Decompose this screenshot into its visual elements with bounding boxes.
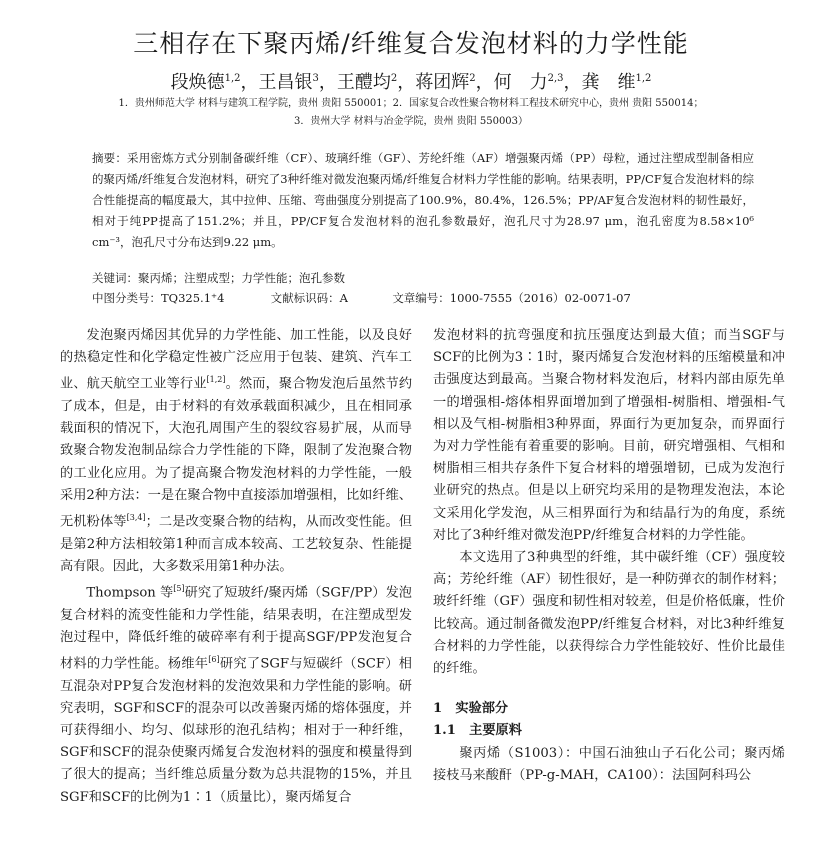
keywords: 关键词：聚丙烯；注塑成型；力学性能；泡孔参数: [92, 271, 345, 285]
author-name: 蒋团辉: [415, 72, 470, 93]
body-paragraph: Thompson 等[5]研究了短玻纤/聚丙烯（SGF/PP）发泡复合材料的流变性能和力学性能，结果表明，在注塑成型发泡过程中，降低纤维的破碎率有利于提高SGF/PP发泡复合材料的力学性能。杨维年[6]研究了SGF与短碳纤（SCF）相互混杂对PP复合发泡材料的发泡效果和力学性能的影响。研究表明，SGF和SCF的混杂可以改善聚丙烯的熔体强度，并可获得细小、均匀、似球形的泡孔结构；相对于一种纤维，SGF和SCF的混杂使聚丙烯复合发泡材料的强度和模量得到了很大的提高；当纤维总质量分数为总共混物的15%，并且SGF和SCF的比例为1∶1（质量比），聚丙烯复合: [60, 584, 412, 805]
article-number: 文章编号：1000-7555（2016）02-0071-07: [392, 291, 631, 305]
author-name: 龚 维: [581, 72, 636, 93]
affiliation-line-2: 3．贵州大学 材料与冶金学院，贵州 贵阳 550003）: [293, 116, 529, 127]
subsection-heading: 1.1 主要原料: [433, 723, 522, 739]
author-affiliation-mark: 3: [312, 73, 319, 84]
affiliation-line-1: 1．贵州师范大学 材料与建筑工程学院，贵州 贵阳 550001；2．国家复合改性聚合物材料工程技术研究中心，贵州 贵阳 550014；: [118, 98, 704, 109]
citation-mark: [6]: [208, 655, 220, 665]
author-affiliation-mark: 2,3: [547, 73, 564, 84]
body-paragraph: 发泡聚丙烯因其优异的力学性能、加工性能，以及良好的热稳定性和化学稳定性被广泛应用于包装、建筑、汽车工业、航天航空工业等行业[1,2]。然而，聚合物发泡后虽然节约了成本，但是，由于材料的有效承载面积减少，且在相同承载面积的情况下，大泡孔周围产生的裂纹容易扩展，从而导致聚合物发泡制品综合力学性能的下降，限制了发泡聚合物的工业化应用。为了提高聚合物发泡材料的力学性能，一般采用2种方法：一是在聚合物中直接添加增强相，比如纤维、无机粉体等[3,4]；二是改变聚合物的结构，从而改变性能。但是第2种方法相较第1种而言成本较高、工艺较复杂、性能提高有限。因此，大多数采用第1种办法。: [60, 328, 413, 574]
citation-mark: [3,4]: [126, 513, 146, 523]
classification-number: 中图分类号：TQ325.1⁺4: [92, 291, 225, 305]
document-code: 文献标识码：A: [270, 291, 348, 305]
body-paragraph: 发泡材料的抗弯强度和抗压强度达到最大值；而当SGF与SCF的比例为3∶1时，聚丙烯复合发泡材料的压缩模量和冲击强度达到最高。当聚合物材料发泡后，材料内部由原先单一的增强相-熔体相界面增加到了增强相-树脂相、增强相-气相以及气相-树脂相3种界面，界面行为更加复杂，而界面行为对力学性能有着重要的影响。目前，研究增强相、气相和树脂相三相共存条件下复合材料的增强增韧，已成为发泡行业研究的热点。但是以上研究均采用的是物理发泡法，本论文采用化学发泡，从三相界面行为和结晶行为的角度，系统对比了3种纤维对微发泡PP/纤维复合材料的力学性能。: [433, 328, 785, 543]
author-name: 何 力: [493, 72, 548, 93]
body-paragraph: 聚丙烯（S1003）：中国石油独山子石化公司；聚丙烯接枝马来酸酐（PP-g-MAH，CA100）：法国阿科玛公: [433, 745, 785, 783]
author-name: 王醴均: [336, 72, 391, 93]
classification-line: [92, 288, 752, 308]
author-name: 王昌银: [258, 72, 313, 93]
author-name: 段焕德: [170, 72, 225, 93]
section-heading: 1 实验部分: [433, 701, 509, 717]
abstract: 摘要：采用密炼方式分别制备碳纤维（CF）、玻璃纤维（GF）、芳纶纤维（AF）增强聚丙烯（PP）母粒，通过注塑成型制备相应的聚丙烯/纤维复合发泡材料，研究了3种纤维对微发泡聚丙烯/纤维复合材料力学性能的影响。结果表明，PP/CF复合发泡材料的综合性能提高的幅度最大，其中拉伸、压缩、弯曲强度分别提高了100.9%，80.4%，126.5%；PP/AF复合发泡材料的韧性最好，相对于纯PP提高了151.2%；并且，PP/CF复合发泡材料的泡孔参数最好，泡孔尺寸为28.97 μm，泡孔密度为8.58×10⁶ cm⁻³，泡孔尺寸分布达到9.22 μm。: [92, 151, 754, 249]
paper-title: 三相存在下聚丙烯/纤维复合发泡材料的力学性能: [133, 29, 689, 58]
body-paragraph: 本文选用了3种典型的纤维，其中碳纤维（CF）强度较高；芳纶纤维（AF）韧性很好，是一种防弹衣的制作材料；玻纤纤维（GF）强度和韧性相对较差，但是价格低廉，性价比较高。通过制备微发泡PP/纤维复合材料，对比3种纤维复合材料的力学性能，以获得综合力学性能较好、性价比最佳的纤维。: [433, 550, 785, 677]
author-list: 段焕德$^{1,2}$，王昌银$^3$，王醴均$^2$，蒋团辉$^2$，何 力$^{2,3}$，龚 维$^{1,2}$: [170, 72, 652, 93]
author-affiliation-mark: 1,2: [224, 73, 241, 84]
author-affiliation-mark: 1,2: [635, 73, 652, 84]
citation-mark: [1,2]: [206, 375, 226, 385]
citation-mark: [5]: [173, 584, 185, 594]
author-affiliation-mark: 2: [469, 73, 476, 84]
right-column: [433, 325, 785, 787]
author-affiliation-mark: 2: [390, 73, 398, 84]
left-column: [60, 325, 412, 809]
